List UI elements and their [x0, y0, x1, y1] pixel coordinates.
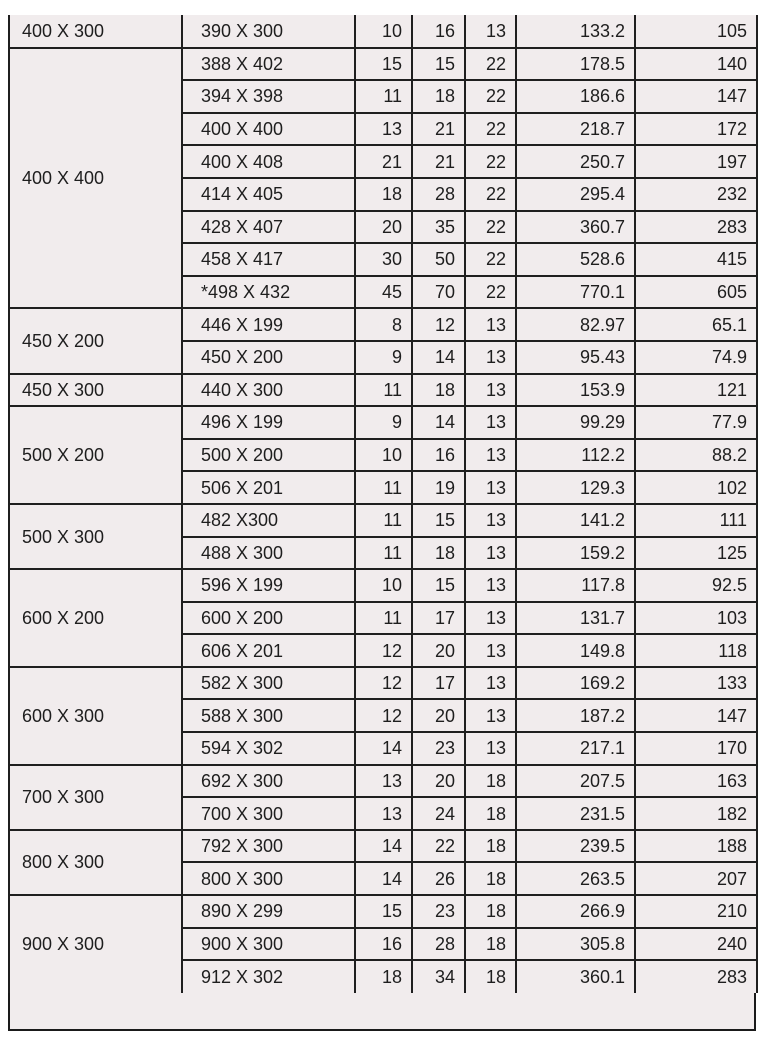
actual-size-cell: 900 X 300 — [182, 928, 355, 961]
flange-thickness-cell: 28 — [412, 928, 465, 961]
actual-size-cell: 594 X 302 — [182, 732, 355, 765]
web-thickness-cell: 11 — [355, 471, 412, 504]
radius-cell: 13 — [465, 374, 516, 407]
actual-size-cell: 500 X 200 — [182, 439, 355, 472]
web-thickness-cell: 11 — [355, 374, 412, 407]
flange-thickness-cell: 16 — [412, 15, 465, 48]
actual-size-cell: 400 X 400 — [182, 113, 355, 146]
actual-size-cell: 458 X 417 — [182, 243, 355, 276]
web-thickness-cell: 13 — [355, 113, 412, 146]
flange-thickness-cell: 34 — [412, 960, 465, 993]
sectional-area-cell: 133.2 — [516, 15, 635, 48]
sectional-area-cell: 153.9 — [516, 374, 635, 407]
radius-cell: 22 — [465, 276, 516, 309]
flange-thickness-cell: 15 — [412, 48, 465, 81]
web-thickness-cell: 13 — [355, 797, 412, 830]
actual-size-cell: 800 X 300 — [182, 862, 355, 895]
unit-weight-cell: 125 — [635, 537, 757, 570]
unit-weight-cell: 111 — [635, 504, 757, 537]
radius-cell: 13 — [465, 471, 516, 504]
unit-weight-cell: 140 — [635, 48, 757, 81]
flange-thickness-cell: 24 — [412, 797, 465, 830]
sectional-area-cell: 187.2 — [516, 699, 635, 732]
unit-weight-cell: 65.1 — [635, 308, 757, 341]
actual-size-cell: 582 X 300 — [182, 667, 355, 700]
radius-cell: 13 — [465, 537, 516, 570]
sectional-area-cell: 218.7 — [516, 113, 635, 146]
table-row — [9, 374, 757, 407]
sectional-area-cell: 305.8 — [516, 928, 635, 961]
flange-thickness-cell: 35 — [412, 211, 465, 244]
unit-weight-cell: 605 — [635, 276, 757, 309]
web-thickness-cell: 20 — [355, 211, 412, 244]
radius-cell: 13 — [465, 439, 516, 472]
nominal-size-cell: 400 X 300 — [9, 15, 182, 48]
web-thickness-cell: 12 — [355, 699, 412, 732]
nominal-size-cell: 400 X 400 — [9, 48, 182, 309]
sectional-area-cell: 117.8 — [516, 569, 635, 602]
unit-weight-cell: 147 — [635, 80, 757, 113]
unit-weight-cell: 147 — [635, 699, 757, 732]
web-thickness-cell: 12 — [355, 667, 412, 700]
unit-weight-cell: 283 — [635, 960, 757, 993]
actual-size-cell: 890 X 299 — [182, 895, 355, 928]
sectional-area-cell: 82.97 — [516, 308, 635, 341]
sectional-area-cell: 231.5 — [516, 797, 635, 830]
radius-cell: 13 — [465, 569, 516, 602]
radius-cell: 13 — [465, 308, 516, 341]
actual-size-cell: 606 X 201 — [182, 634, 355, 667]
unit-weight-cell: 283 — [635, 211, 757, 244]
actual-size-cell: 596 X 199 — [182, 569, 355, 602]
radius-cell: 22 — [465, 113, 516, 146]
flange-thickness-cell: 18 — [412, 537, 465, 570]
table-row — [9, 569, 757, 602]
unit-weight-cell: 415 — [635, 243, 757, 276]
actual-size-cell: 506 X 201 — [182, 471, 355, 504]
actual-size-cell: 390 X 300 — [182, 15, 355, 48]
flange-thickness-cell: 20 — [412, 634, 465, 667]
unit-weight-cell: 121 — [635, 374, 757, 407]
actual-size-cell: 700 X 300 — [182, 797, 355, 830]
table-row — [9, 765, 757, 798]
web-thickness-cell: 11 — [355, 504, 412, 537]
flange-thickness-cell: 18 — [412, 374, 465, 407]
actual-size-cell: 600 X 200 — [182, 602, 355, 635]
radius-cell: 18 — [465, 928, 516, 961]
sectional-area-cell: 112.2 — [516, 439, 635, 472]
sectional-area-cell: 239.5 — [516, 830, 635, 863]
unit-weight-cell: 102 — [635, 471, 757, 504]
unit-weight-cell: 118 — [635, 634, 757, 667]
web-thickness-cell: 18 — [355, 960, 412, 993]
web-thickness-cell: 14 — [355, 732, 412, 765]
sectional-area-cell: 207.5 — [516, 765, 635, 798]
sectional-area-cell: 266.9 — [516, 895, 635, 928]
web-thickness-cell: 11 — [355, 537, 412, 570]
radius-cell: 13 — [465, 699, 516, 732]
actual-size-cell: 588 X 300 — [182, 699, 355, 732]
flange-thickness-cell: 26 — [412, 862, 465, 895]
table-row — [9, 667, 757, 700]
web-thickness-cell: 8 — [355, 308, 412, 341]
sectional-area-cell: 149.8 — [516, 634, 635, 667]
flange-thickness-cell: 20 — [412, 699, 465, 732]
section-size-table — [8, 15, 758, 993]
radius-cell: 13 — [465, 504, 516, 537]
unit-weight-cell: 170 — [635, 732, 757, 765]
nominal-size-cell: 500 X 300 — [9, 504, 182, 569]
actual-size-cell: 428 X 407 — [182, 211, 355, 244]
sectional-area-cell: 263.5 — [516, 862, 635, 895]
web-thickness-cell: 12 — [355, 634, 412, 667]
flange-thickness-cell: 50 — [412, 243, 465, 276]
actual-size-cell: 488 X 300 — [182, 537, 355, 570]
sectional-area-cell: 141.2 — [516, 504, 635, 537]
flange-thickness-cell: 12 — [412, 308, 465, 341]
nominal-size-cell: 500 X 200 — [9, 406, 182, 504]
radius-cell: 22 — [465, 211, 516, 244]
flange-thickness-cell: 20 — [412, 765, 465, 798]
sectional-area-cell: 360.1 — [516, 960, 635, 993]
actual-size-cell: 792 X 300 — [182, 830, 355, 863]
flange-thickness-cell: 14 — [412, 341, 465, 374]
flange-thickness-cell: 17 — [412, 602, 465, 635]
sectional-area-cell: 95.43 — [516, 341, 635, 374]
actual-size-cell: 388 X 402 — [182, 48, 355, 81]
web-thickness-cell: 11 — [355, 80, 412, 113]
radius-cell: 18 — [465, 830, 516, 863]
web-thickness-cell: 45 — [355, 276, 412, 309]
radius-cell: 22 — [465, 48, 516, 81]
unit-weight-cell: 172 — [635, 113, 757, 146]
unit-weight-cell: 232 — [635, 178, 757, 211]
table-row — [9, 15, 757, 48]
flange-thickness-cell: 21 — [412, 145, 465, 178]
radius-cell: 13 — [465, 15, 516, 48]
nominal-size-cell: 450 X 200 — [9, 308, 182, 373]
unit-weight-cell: 77.9 — [635, 406, 757, 439]
flange-thickness-cell: 21 — [412, 113, 465, 146]
radius-cell: 18 — [465, 797, 516, 830]
actual-size-cell: *498 X 432 — [182, 276, 355, 309]
sectional-area-cell: 528.6 — [516, 243, 635, 276]
web-thickness-cell: 9 — [355, 406, 412, 439]
radius-cell: 13 — [465, 602, 516, 635]
actual-size-cell: 394 X 398 — [182, 80, 355, 113]
sectional-area-cell: 360.7 — [516, 211, 635, 244]
sectional-area-cell: 250.7 — [516, 145, 635, 178]
radius-cell: 22 — [465, 178, 516, 211]
table-row — [9, 830, 757, 863]
unit-weight-cell: 105 — [635, 15, 757, 48]
radius-cell: 13 — [465, 667, 516, 700]
actual-size-cell: 450 X 200 — [182, 341, 355, 374]
unit-weight-cell: 88.2 — [635, 439, 757, 472]
web-thickness-cell: 9 — [355, 341, 412, 374]
web-thickness-cell: 30 — [355, 243, 412, 276]
radius-cell: 18 — [465, 765, 516, 798]
sectional-area-cell: 169.2 — [516, 667, 635, 700]
unit-weight-cell: 210 — [635, 895, 757, 928]
flange-thickness-cell: 16 — [412, 439, 465, 472]
radius-cell: 13 — [465, 406, 516, 439]
web-thickness-cell: 14 — [355, 830, 412, 863]
web-thickness-cell: 18 — [355, 178, 412, 211]
table-row — [9, 406, 757, 439]
flange-thickness-cell: 70 — [412, 276, 465, 309]
actual-size-cell: 440 X 300 — [182, 374, 355, 407]
web-thickness-cell: 10 — [355, 569, 412, 602]
nominal-size-cell: 700 X 300 — [9, 765, 182, 830]
radius-cell: 22 — [465, 145, 516, 178]
radius-cell: 18 — [465, 862, 516, 895]
radius-cell: 18 — [465, 960, 516, 993]
actual-size-cell: 414 X 405 — [182, 178, 355, 211]
flange-thickness-cell: 14 — [412, 406, 465, 439]
table-row — [9, 308, 757, 341]
sectional-area-cell: 159.2 — [516, 537, 635, 570]
flange-thickness-cell: 28 — [412, 178, 465, 211]
sectional-area-cell: 99.29 — [516, 406, 635, 439]
web-thickness-cell: 10 — [355, 439, 412, 472]
web-thickness-cell: 15 — [355, 895, 412, 928]
unit-weight-cell: 197 — [635, 145, 757, 178]
table-body — [9, 15, 757, 993]
flange-thickness-cell: 15 — [412, 504, 465, 537]
actual-size-cell: 496 X 199 — [182, 406, 355, 439]
actual-size-cell: 446 X 199 — [182, 308, 355, 341]
actual-size-cell: 400 X 408 — [182, 145, 355, 178]
web-thickness-cell: 14 — [355, 862, 412, 895]
sectional-area-cell: 217.1 — [516, 732, 635, 765]
actual-size-cell: 482 X300 — [182, 504, 355, 537]
nominal-size-cell: 800 X 300 — [9, 830, 182, 895]
flange-thickness-cell: 23 — [412, 895, 465, 928]
web-thickness-cell: 13 — [355, 765, 412, 798]
unit-weight-cell: 240 — [635, 928, 757, 961]
sectional-area-cell: 186.6 — [516, 80, 635, 113]
radius-cell: 13 — [465, 341, 516, 374]
unit-weight-cell: 74.9 — [635, 341, 757, 374]
web-thickness-cell: 16 — [355, 928, 412, 961]
unit-weight-cell: 207 — [635, 862, 757, 895]
unit-weight-cell: 133 — [635, 667, 757, 700]
flange-thickness-cell: 18 — [412, 80, 465, 113]
sectional-area-cell: 178.5 — [516, 48, 635, 81]
flange-thickness-cell: 19 — [412, 471, 465, 504]
nominal-size-cell: 900 X 300 — [9, 895, 182, 993]
sectional-area-cell: 295.4 — [516, 178, 635, 211]
sectional-area-cell: 131.7 — [516, 602, 635, 635]
unit-weight-cell: 103 — [635, 602, 757, 635]
unit-weight-cell: 182 — [635, 797, 757, 830]
actual-size-cell: 692 X 300 — [182, 765, 355, 798]
sectional-area-cell: 129.3 — [516, 471, 635, 504]
web-thickness-cell: 11 — [355, 602, 412, 635]
flange-thickness-cell: 23 — [412, 732, 465, 765]
web-thickness-cell: 15 — [355, 48, 412, 81]
flange-thickness-cell: 15 — [412, 569, 465, 602]
web-thickness-cell: 10 — [355, 15, 412, 48]
unit-weight-cell: 188 — [635, 830, 757, 863]
nominal-size-cell: 600 X 300 — [9, 667, 182, 765]
table-row — [9, 48, 757, 81]
nominal-size-cell: 450 X 300 — [9, 374, 182, 407]
radius-cell: 22 — [465, 243, 516, 276]
sectional-area-cell: 770.1 — [516, 276, 635, 309]
web-thickness-cell: 21 — [355, 145, 412, 178]
table-row — [9, 895, 757, 928]
radius-cell: 22 — [465, 80, 516, 113]
unit-weight-cell: 163 — [635, 765, 757, 798]
radius-cell: 13 — [465, 634, 516, 667]
nominal-size-cell: 600 X 200 — [9, 569, 182, 667]
table-row — [9, 504, 757, 537]
radius-cell: 13 — [465, 732, 516, 765]
radius-cell: 18 — [465, 895, 516, 928]
actual-size-cell: 912 X 302 — [182, 960, 355, 993]
flange-thickness-cell: 17 — [412, 667, 465, 700]
unit-weight-cell: 92.5 — [635, 569, 757, 602]
flange-thickness-cell: 22 — [412, 830, 465, 863]
